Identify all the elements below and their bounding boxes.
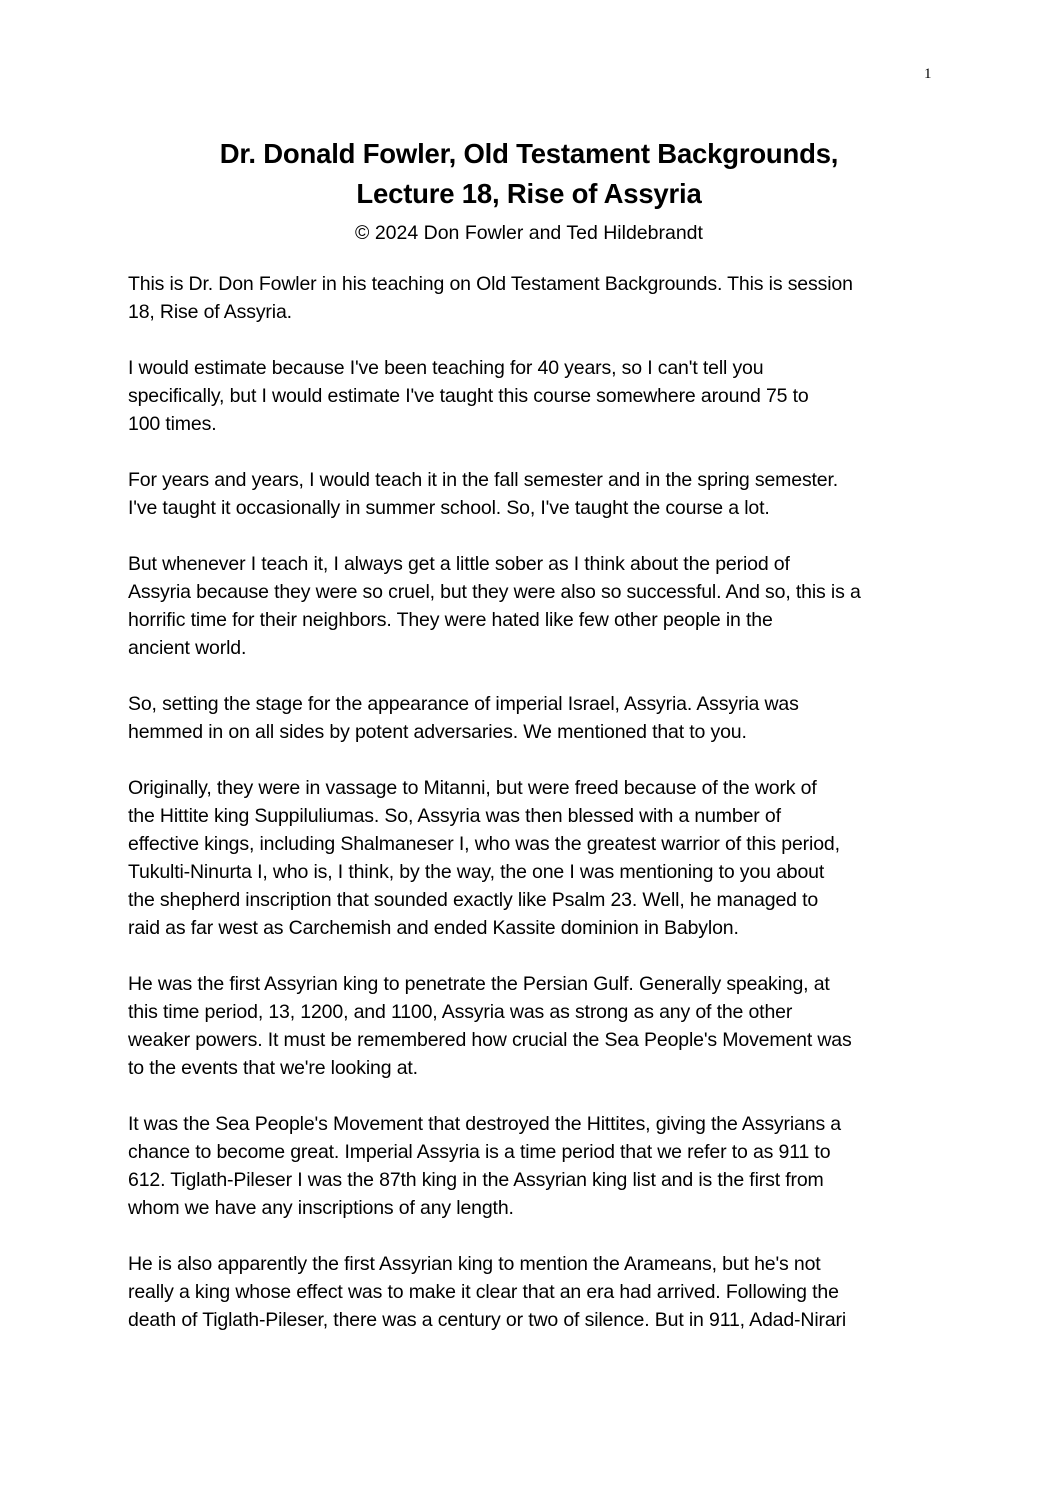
text-line: So, setting the stage for the appearance of imperial Israel, Assyria. Assyria was [128,693,799,715]
text-line: Assyria because they were so cruel, but they were also so successful. And so, this is a [128,581,861,603]
text-line: this time period, 13, 1200, and 1100, Assyria was as strong as any of the other [128,1001,793,1023]
text-line: This is Dr. Don Fowler in his teaching on Old Testament Backgrounds. This is session [128,273,853,295]
text-line: I've taught it occasionally in summer school. So, I've taught the course a lot. [128,497,770,519]
document-title [0,134,1058,214]
copyright-notice: © 2024 Don Fowler and Ted Hildebrandt [355,222,703,244]
paragraph [128,270,933,326]
paragraph [128,970,933,1082]
text-line: horrific time for their neighbors. They were hated like few other people in the [128,609,773,631]
paragraph [128,774,933,942]
text-line: specifically, but I would estimate I've taught this course somewhere around 75 to [128,385,809,407]
text-line: I would estimate because I've been teaching for 40 years, so I can't tell you [128,357,764,379]
text-line: the Hittite king Suppiluliumas. So, Assyria was then blessed with a number of [128,805,781,827]
text-line: hemmed in on all sides by potent adversaries. We mentioned that to you. [128,721,747,743]
paragraph [128,690,933,746]
paragraph [128,1250,933,1334]
text-line: the shepherd inscription that sounded exactly like Psalm 23. Well, he managed to [128,889,819,911]
title-line-2: Lecture 18, Rise of Assyria [356,178,702,209]
text-line: raid as far west as Carchemish and ended Kassite dominion in Babylon. [128,917,739,939]
paragraph [128,466,933,522]
text-line: 100 times. [128,413,217,435]
text-line: 612. Tiglath-Pileser I was the 87th king in the Assyrian king list and is the first from [128,1169,824,1191]
text-line: whom we have any inscriptions of any length. [128,1197,514,1219]
text-line: really a king whose effect was to make it clear that an era had arrived. Following the [128,1281,839,1303]
text-line: Tukulti-Ninurta I, who is, I think, by the way, the one I was mentioning to you about [128,861,825,883]
paragraph [128,1110,933,1222]
text-line: It was the Sea People's Movement that destroyed the Hittites, giving the Assyrians a [128,1113,842,1135]
text-line: weaker powers. It must be remembered how crucial the Sea People's Movement was [128,1029,852,1051]
text-line: He is also apparently the first Assyrian king to mention the Arameans, but he's not [128,1253,821,1275]
title-line-1: Dr. Donald Fowler, Old Testament Backgrounds, [219,138,839,169]
paragraph [128,354,933,438]
text-line: For years and years, I would teach it in the fall semester and in the spring semester. [128,469,839,491]
text-line: chance to become great. Imperial Assyria is a time period that we refer to as 911 to [128,1141,831,1163]
paragraph [128,550,933,662]
page-number: 1 [924,66,932,82]
text-line: But whenever I teach it, I always get a little sober as I think about the period of [128,553,790,575]
text-line: death of Tiglath-Pileser, there was a century or two of silence. But in 911, Adad-Nirari [128,1309,847,1331]
text-line: to the events that we're looking at. [128,1057,418,1079]
text-line: Originally, they were in vassage to Mitanni, but were freed because of the work of [128,777,817,799]
body-text [128,270,933,1362]
text-line: ancient world. [128,637,247,659]
text-line: He was the first Assyrian king to penetrate the Persian Gulf. Generally speaking, at [128,973,830,995]
text-line: 18, Rise of Assyria. [128,301,292,323]
text-line: effective kings, including Shalmaneser I, who was the greatest warrior of this period, [128,833,840,855]
